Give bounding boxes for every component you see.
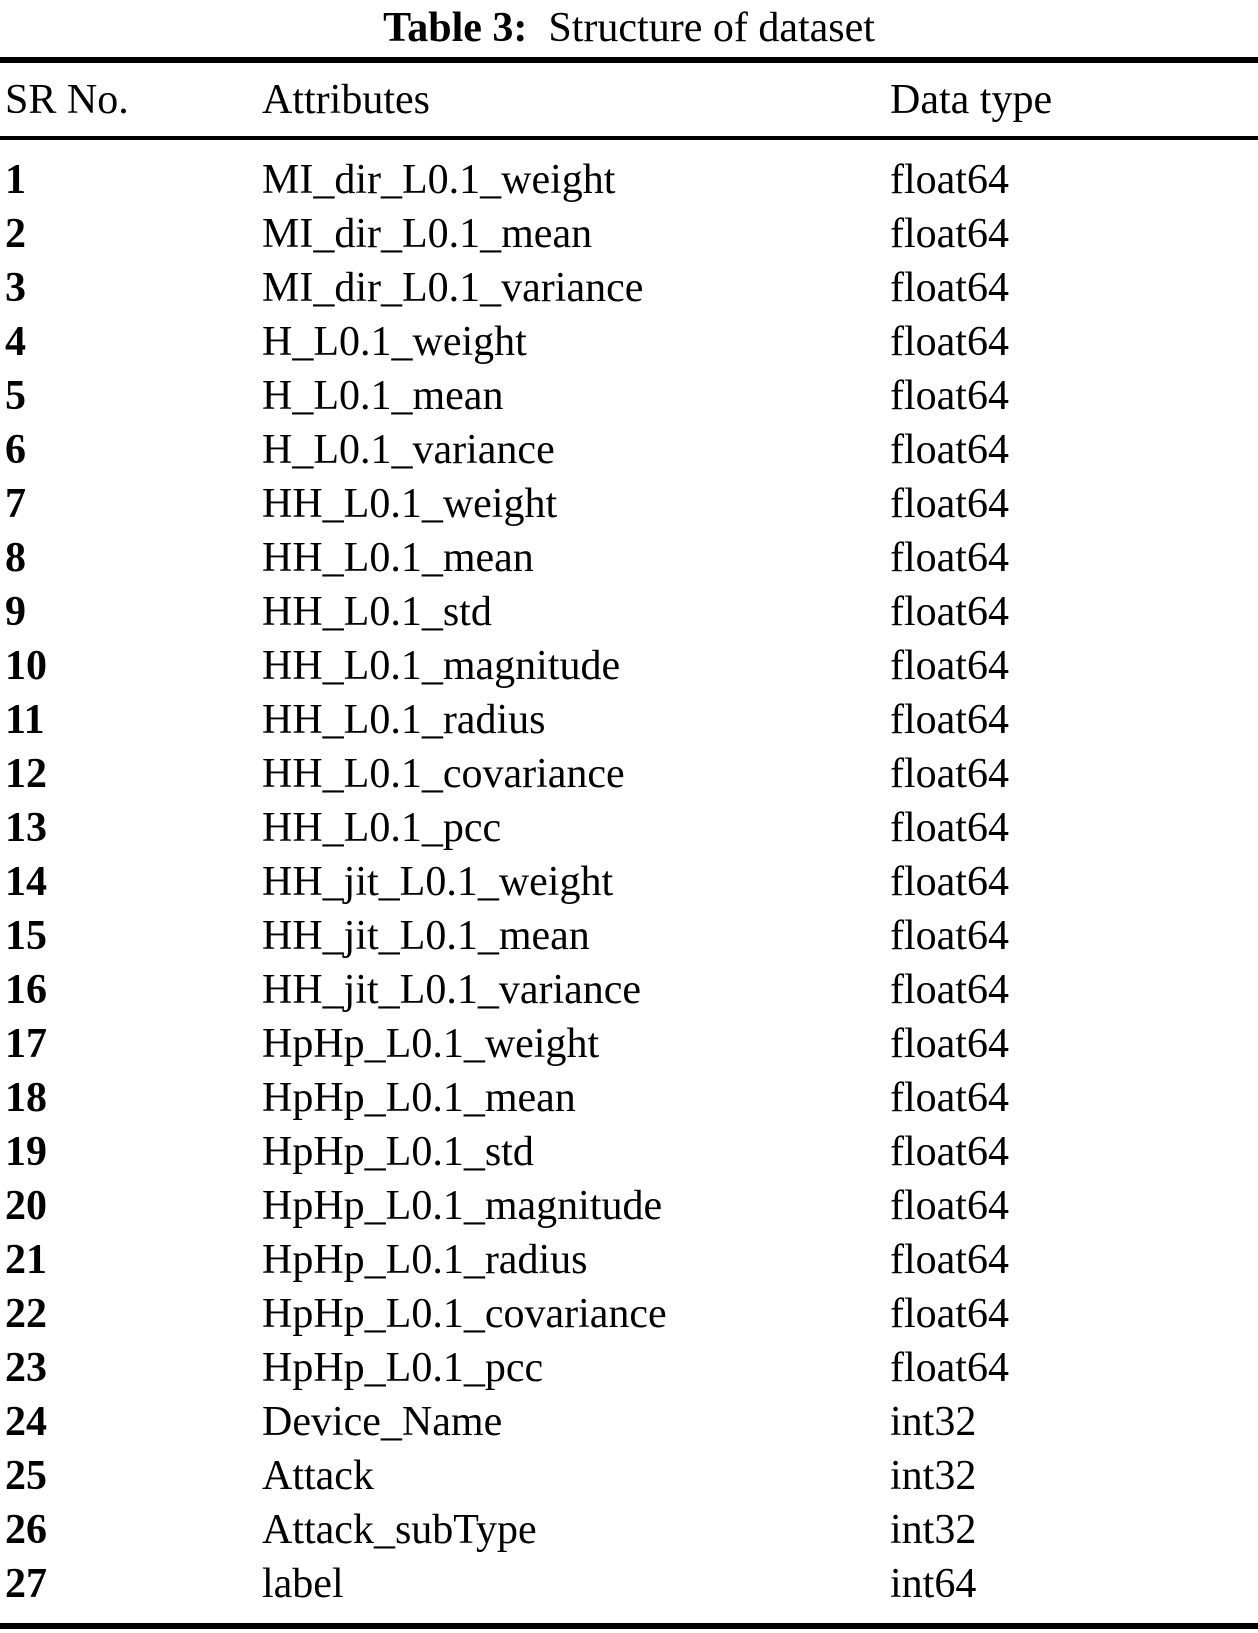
attribute-name-cell: HH_L0.1_mean	[262, 535, 534, 581]
data-type-cell: int32	[890, 1399, 977, 1445]
attribute-name-cell: HH_jit_L0.1_weight	[262, 859, 614, 905]
data-type-cell: float64	[890, 859, 1009, 905]
data-type-cell: float64	[890, 751, 1009, 797]
table-header	[0, 60, 1258, 138]
attribute-name-cell: HpHp_L0.1_magnitude	[262, 1183, 663, 1229]
row-number-cell: 9	[5, 589, 26, 635]
row-number-cell: 5	[5, 373, 26, 419]
attribute-name-cell: HH_jit_L0.1_variance	[262, 967, 642, 1013]
attribute-name-cell: HpHp_L0.1_weight	[262, 1021, 600, 1067]
table-row	[0, 1341, 1258, 1395]
row-number-cell: 23	[5, 1345, 47, 1391]
row-number-cell: 2	[5, 211, 26, 257]
data-type-cell: int32	[890, 1507, 977, 1553]
table-row	[0, 1557, 1258, 1626]
attribute-name-cell: HH_L0.1_std	[262, 589, 492, 635]
table-row	[0, 747, 1258, 801]
data-type-cell: float64	[890, 481, 1009, 527]
attribute-name-cell: HH_L0.1_pcc	[262, 805, 502, 851]
attribute-name-cell: HpHp_L0.1_mean	[262, 1075, 576, 1121]
data-type-cell: float64	[890, 967, 1009, 1013]
row-number-cell: 17	[5, 1021, 47, 1067]
attribute-name-cell: MI_dir_L0.1_mean	[262, 211, 593, 257]
attribute-name-cell: H_L0.1_variance	[262, 427, 555, 473]
row-number-cell: 15	[5, 913, 47, 959]
row-number-cell: 6	[5, 427, 26, 473]
table-row	[0, 1449, 1258, 1503]
table-row	[0, 909, 1258, 963]
row-number-cell: 12	[5, 751, 47, 797]
table-row	[0, 531, 1258, 585]
row-number-cell: 16	[5, 967, 47, 1013]
row-number-cell: 8	[5, 535, 26, 581]
data-type-cell: int64	[890, 1561, 977, 1607]
table-row	[0, 585, 1258, 639]
row-number-cell: 19	[5, 1129, 47, 1175]
table-caption-title: Structure of dataset	[548, 5, 875, 51]
attribute-name-cell: HpHp_L0.1_pcc	[262, 1345, 544, 1391]
table-row	[0, 1395, 1258, 1449]
row-number-cell: 7	[5, 481, 26, 527]
attribute-name-cell: HpHp_L0.1_covariance	[262, 1291, 667, 1337]
table-row	[0, 1017, 1258, 1071]
data-type-cell: float64	[890, 1183, 1009, 1229]
attribute-name-cell: HH_L0.1_weight	[262, 481, 558, 527]
table-row	[0, 1125, 1258, 1179]
data-type-cell: float64	[890, 913, 1009, 959]
data-type-cell: float64	[890, 319, 1009, 365]
row-number-cell: 20	[5, 1183, 47, 1229]
attribute-name-cell: Attack_subType	[262, 1507, 537, 1553]
table-caption	[0, 0, 1258, 57]
header-sr-no: SR No.	[0, 60, 262, 138]
row-number-cell: 26	[5, 1507, 47, 1553]
attribute-name-cell: Device_Name	[262, 1399, 503, 1445]
table-row	[0, 1071, 1258, 1125]
attribute-name-cell: MI_dir_L0.1_weight	[262, 157, 616, 203]
row-number-cell: 25	[5, 1453, 47, 1499]
data-type-cell: float64	[890, 1237, 1009, 1283]
data-type-cell: float64	[890, 805, 1009, 851]
row-number-cell: 18	[5, 1075, 47, 1121]
attribute-name-cell: HH_jit_L0.1_mean	[262, 913, 590, 959]
table-header-row	[0, 60, 1258, 138]
table-row	[0, 477, 1258, 531]
data-type-cell: float64	[890, 157, 1009, 203]
data-type-cell: float64	[890, 643, 1009, 689]
attribute-name-cell: H_L0.1_weight	[262, 319, 527, 365]
data-type-cell: float64	[890, 373, 1009, 419]
dataset-structure-table	[0, 57, 1258, 1629]
table-caption-label: Table 3:	[383, 5, 528, 51]
data-type-cell: float64	[890, 535, 1009, 581]
table-row	[0, 801, 1258, 855]
row-number-cell: 21	[5, 1237, 47, 1283]
table-row	[0, 315, 1258, 369]
data-type-cell: float64	[890, 1345, 1009, 1391]
table-row	[0, 1503, 1258, 1557]
attribute-name-cell: label	[262, 1561, 344, 1607]
table-row	[0, 423, 1258, 477]
table-body	[0, 138, 1258, 1626]
table-row	[0, 639, 1258, 693]
attribute-name-cell: Attack	[262, 1453, 374, 1499]
attribute-name-cell: H_L0.1_mean	[262, 373, 504, 419]
table-row	[0, 138, 1258, 207]
data-type-cell: float64	[890, 1129, 1009, 1175]
table-row	[0, 693, 1258, 747]
row-number-cell: 11	[5, 697, 45, 743]
data-type-cell: float64	[890, 211, 1009, 257]
data-type-cell: float64	[890, 427, 1009, 473]
table-row	[0, 963, 1258, 1017]
data-type-cell: int32	[890, 1453, 977, 1499]
data-type-cell: float64	[890, 697, 1009, 743]
row-number-cell: 1	[5, 157, 26, 203]
attribute-name-cell: HH_L0.1_covariance	[262, 751, 625, 797]
row-number-cell: 10	[5, 643, 47, 689]
table-row	[0, 207, 1258, 261]
attribute-name-cell: HH_L0.1_magnitude	[262, 643, 621, 689]
attribute-name-cell: MI_dir_L0.1_variance	[262, 265, 644, 311]
row-number-cell: 3	[5, 265, 26, 311]
data-type-cell: float64	[890, 1291, 1009, 1337]
data-type-cell: float64	[890, 1021, 1009, 1067]
data-type-cell: float64	[890, 589, 1009, 635]
attribute-name-cell: HpHp_L0.1_radius	[262, 1237, 588, 1283]
row-number-cell: 4	[5, 319, 26, 365]
header-data-type: Data type	[890, 60, 1258, 138]
attribute-name-cell: HpHp_L0.1_std	[262, 1129, 534, 1175]
row-number-cell: 24	[5, 1399, 47, 1445]
table-row	[0, 1233, 1258, 1287]
data-type-cell: float64	[890, 1075, 1009, 1121]
row-number-cell: 13	[5, 805, 47, 851]
table-row	[0, 1179, 1258, 1233]
row-number-cell: 14	[5, 859, 47, 905]
table-row	[0, 261, 1258, 315]
attribute-name-cell: HH_L0.1_radius	[262, 697, 546, 743]
table-row	[0, 1287, 1258, 1341]
row-number-cell: 22	[5, 1291, 47, 1337]
data-type-cell: float64	[890, 265, 1009, 311]
table-row	[0, 855, 1258, 909]
row-number-cell: 27	[5, 1561, 47, 1607]
header-attributes: Attributes	[262, 60, 890, 138]
table-row	[0, 369, 1258, 423]
